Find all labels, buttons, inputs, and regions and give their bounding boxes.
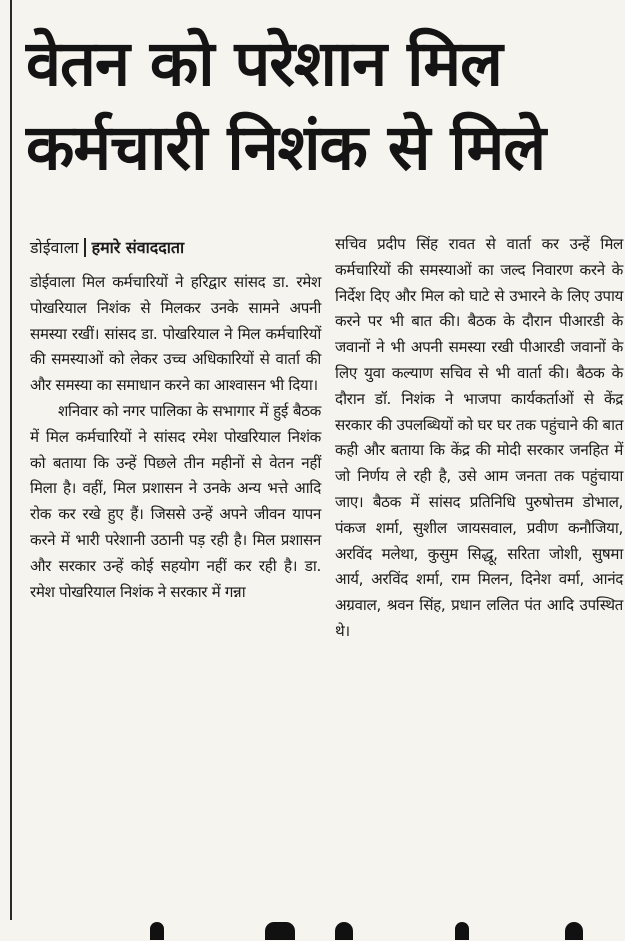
column-rule (10, 0, 12, 941)
paragraph: शनिवार को नगर पालिका के सभागार में हुई बैठक में मिल कर्मचारियों ने सांसद रमेश पोखरियाल निशंक को बताया कि उन्हें पिछले तीन महीनों से वेतन नहीं मिला है। वहीं, मिल प्रशासन ने उनके अन्य भत्ते आदि रोक कर रखे हुए हैं। जिससे उन्हें अपने जीवन यापन करने में भारी परेशानी उठानी पड़ रही है। मिल प्रशासन और सरकार उन्हें कोई सहयोग नहीं कर रही है। डा. रमेश पोखरियाल निशंक ने सरकार में गन्ना (30, 401, 321, 601)
paragraph: डोईवाला मिल कर्मचारियों ने हरिद्वार सांसद डा. रमेश पोखरियाल निशंक से मिलकर उनके सामने अपनी समस्या रखीं। सांसद डा. पोखरियाल ने मिल कर्मचारियों की समस्याओं को लेकर उच्च अधिकारियों से वार्ता की और समस्या का समाधान करने का आश्वासन भी दिया। (30, 273, 321, 395)
byline-separator (84, 238, 86, 257)
headline-line-1: वेतन को परेशान मिल (26, 27, 502, 100)
byline-place: डोईवाला (30, 238, 79, 257)
headline-line-2: कर्मचारी निशंक से मिले (26, 111, 546, 184)
headline (26, 22, 621, 190)
cropped-text-fragment (265, 922, 295, 940)
byline (30, 236, 325, 258)
cropped-text-fragment (150, 922, 164, 940)
byline-reporter: हमारे संवाददाता (91, 238, 185, 257)
paragraph: सचिव प्रदीप सिंह रावत से वार्ता कर उन्हें मिल कर्मचारियों की समस्याओं का जल्द निवारण करने के निर्देश दिए और मिल को घाटे से उभारने के लिए उपाय करने पर भी बात की। बैठक के दौरान पीआरडी के जवानों ने भी अपनी समस्या रखी पीआरडी जवानों के लिए युवा कल्याण सचिव से भी वार्ता की। बैठक के दौरान डॉ. निशंक ने भाजपा कार्यकर्ताओं से केंद्र सरकार की उपलब्धियों को घर घर तक पहुंचाने की बात कही और बताया कि केंद्र की मोदी सरकार जनहित में जो निर्णय ले रही है, उसे आम जनता तक पहुंचाया जाए। बैठक में सांसद प्रतिनिधि पुरुषोत्तम डोभाल, पंकज शर्मा, सुशील जायसवाल, प्रवीण कनौजिया, अरविंद मलेथा, कुसुम सिद्धू, सरिता जोशी, सुषमा आर्य, अरविंद शर्मा, राम मिलन, दिनेश वर्मा, आनंद अग्रवाल, श्रवन सिंह, प्रधान ललित पंत आदि उपस्थित थे। (335, 235, 623, 640)
cropped-text-fragment (565, 922, 583, 940)
article-column-right (335, 232, 623, 645)
cropped-text-fragment (335, 922, 353, 940)
cropped-text-fragment (455, 922, 469, 940)
article-column-left (30, 270, 321, 605)
next-headline-fragment (0, 920, 625, 941)
